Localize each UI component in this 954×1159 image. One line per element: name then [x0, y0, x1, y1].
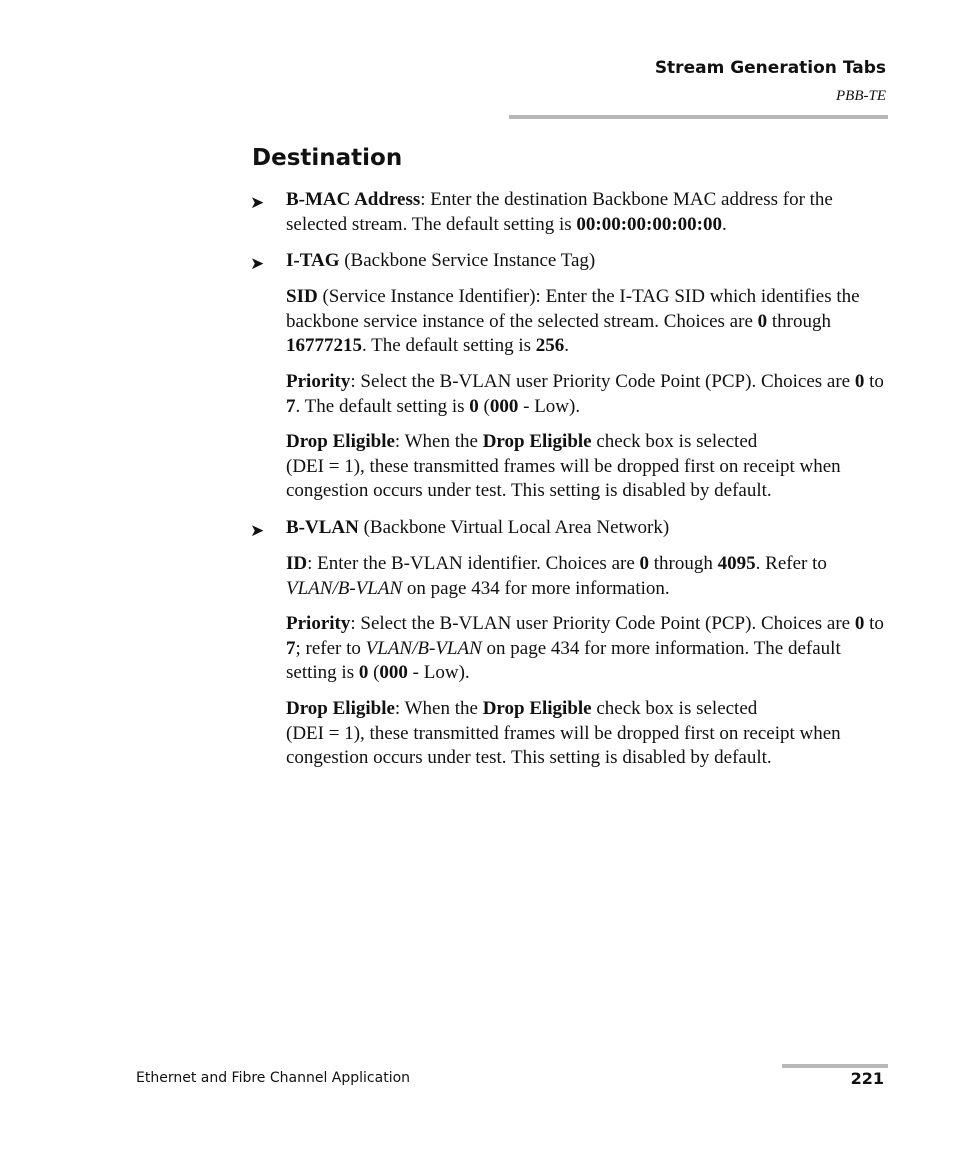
header-rule	[509, 115, 888, 119]
page-number: 221	[850, 1069, 884, 1088]
itag-priority-paragraph: Priority: Select the B-VLAN user Priority Code Point (PCP). Choices are 0 to 7. The default setting is 0 (000 - Low).	[286, 371, 884, 417]
footer-document-title: Ethernet and Fibre Channel Application	[136, 1070, 411, 1086]
bvlan-drop-eligible-paragraph: Drop Eligible: When the Drop Eligible check box is selected (DEI = 1), these transmitted frames will be dropped first on receipt when congestion occurs under test. This setting is disabled by default.	[286, 698, 841, 768]
running-header-title: Stream Generation Tabs	[654, 58, 886, 78]
running-header-subtitle: PBB-TE	[836, 88, 886, 104]
section-title: Destination	[252, 145, 403, 171]
footer-rule	[782, 1064, 888, 1068]
vlan-bvlan-link[interactable]: VLAN/B-VLAN	[365, 637, 482, 659]
bullet-arrow-icon: ➤	[250, 193, 265, 212]
bvlan-id-paragraph: ID: Enter the B-VLAN identifier. Choices are 0 through 4095. Refer to VLAN/B-VLAN on page 434 for more information.	[286, 553, 827, 599]
bullet-arrow-icon: ➤	[250, 254, 265, 273]
itag-drop-eligible-paragraph: Drop Eligible: When the Drop Eligible check box is selected (DEI = 1), these transmitted frames will be dropped first on receipt when congestion occurs under test. This setting is disabled by default.	[286, 431, 841, 501]
vlan-bvlan-link[interactable]: VLAN/B-VLAN	[286, 577, 403, 599]
bvlan-heading: B-VLAN (Backbone Virtual Local Area Network)	[286, 517, 670, 538]
itag-heading: I-TAG (Backbone Service Instance Tag)	[286, 250, 596, 271]
bmac-paragraph: B-MAC Address: Enter the destination Backbone MAC address for the selected stream. The default setting is 00:00:00:00:00:00.	[286, 189, 833, 235]
bvlan-priority-paragraph: Priority: Select the B-VLAN user Priority Code Point (PCP). Choices are 0 to 7; refer to VLAN/B-VLAN on page 434 for more information. The default setting is 0 (000 - Low).	[286, 613, 884, 683]
bullet-arrow-icon: ➤	[250, 521, 265, 540]
itag-sid-paragraph: SID (Service Instance Identifier): Enter the I-TAG SID which identifies the backbone service instance of the selected stream. Choices are 0 through 16777215. The default setting is 256.	[286, 286, 860, 356]
